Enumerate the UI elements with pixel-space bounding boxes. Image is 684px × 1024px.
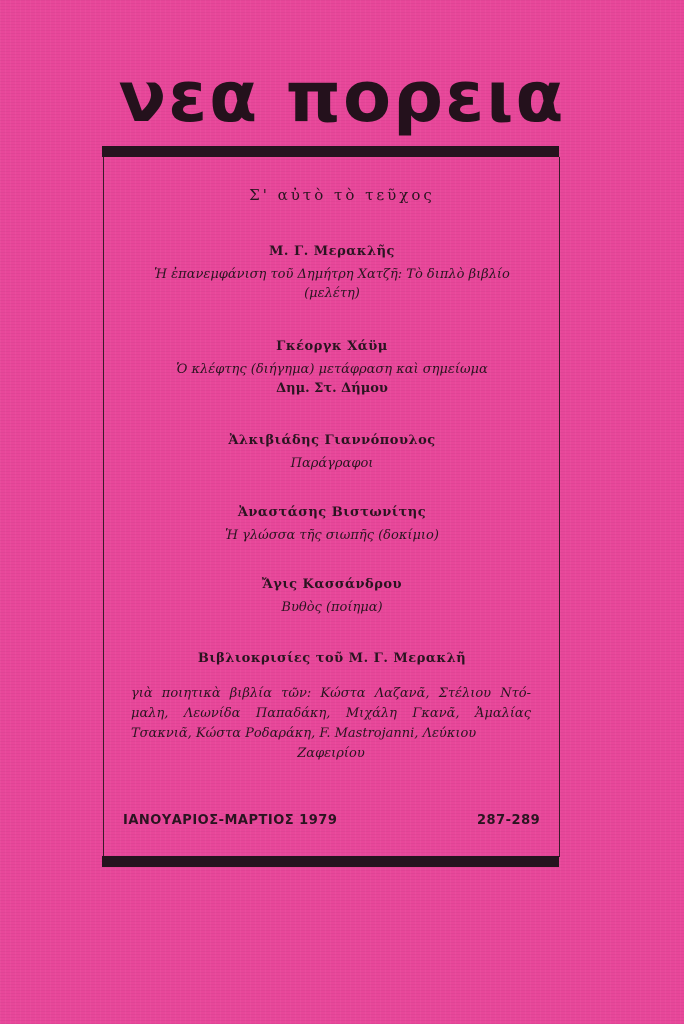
entry-author: Γκέοργκ Χάϋμ [276, 339, 388, 354]
entry-translator: Δημ. Στ. Δήμου [276, 381, 388, 396]
reviews-text: γιὰ ποιητικὰ βιβλία τῶν: Κώστα Λαζανᾶ, Στέλιου Ντό-μαλη, Λεωνίδα Παπαδάκη, Μιχάλη Γκανᾶ, Ἀμαλίας Τσακνιᾶ, Κώστα Ροδαράκη, F. Mastrojanni, Λεύκιου [131, 686, 531, 741]
toc-entry [112, 651, 552, 666]
toc-entry [112, 505, 552, 545]
entry-author: Ἄγις Κασσάνδρου [261, 577, 403, 592]
reviews-text-last: Ζαφειρίου [297, 746, 365, 761]
top-rule [102, 146, 559, 157]
entry-title: Βυθὸς (ποίημα) [281, 600, 383, 615]
issue-number: 287-289 [477, 813, 541, 828]
toc-entry [112, 433, 552, 473]
entry-title: Ὁ κλέφτης (διήγημα) μετάφραση καὶ σημείωμα [176, 362, 488, 377]
issue-date: ΙΑΝΟΥΑΡΙΟΣ-ΜΑΡΤΙΟΣ 1979 [123, 813, 338, 828]
bottom-rule [102, 856, 559, 867]
entry-title: Παράγραφοι [290, 456, 374, 471]
magazine-title: νεα πορεια [118, 56, 566, 138]
contents-heading: Σ' αὐτὸ τὸ τεῦχος [249, 186, 435, 204]
entry-author: Ἀλκιβιάδης Γιαννόπουλος [228, 433, 436, 448]
toc-entry [112, 577, 552, 617]
entry-author: Ἀναστάσης Βιστωνίτης [237, 505, 427, 520]
toc-entry [112, 244, 552, 303]
entry-title: Ἡ γλώσσα τῆς σιωπῆς (δοκίμιο) [225, 528, 439, 543]
toc-entry [112, 339, 552, 398]
reviews-list [131, 684, 531, 764]
entry-author: Βιβλιοκρισίες τοῦ Μ. Γ. Μερακλῆ [197, 651, 467, 666]
entry-title: Ἡ ἐπανεμφάνιση τοῦ Δημήτρη Χατζῆ: Τὸ διπλὸ βιβλίο [154, 267, 510, 282]
entry-author: Μ. Γ. Μερακλῆς [269, 244, 395, 259]
entry-genre: (μελέτη) [304, 286, 360, 301]
